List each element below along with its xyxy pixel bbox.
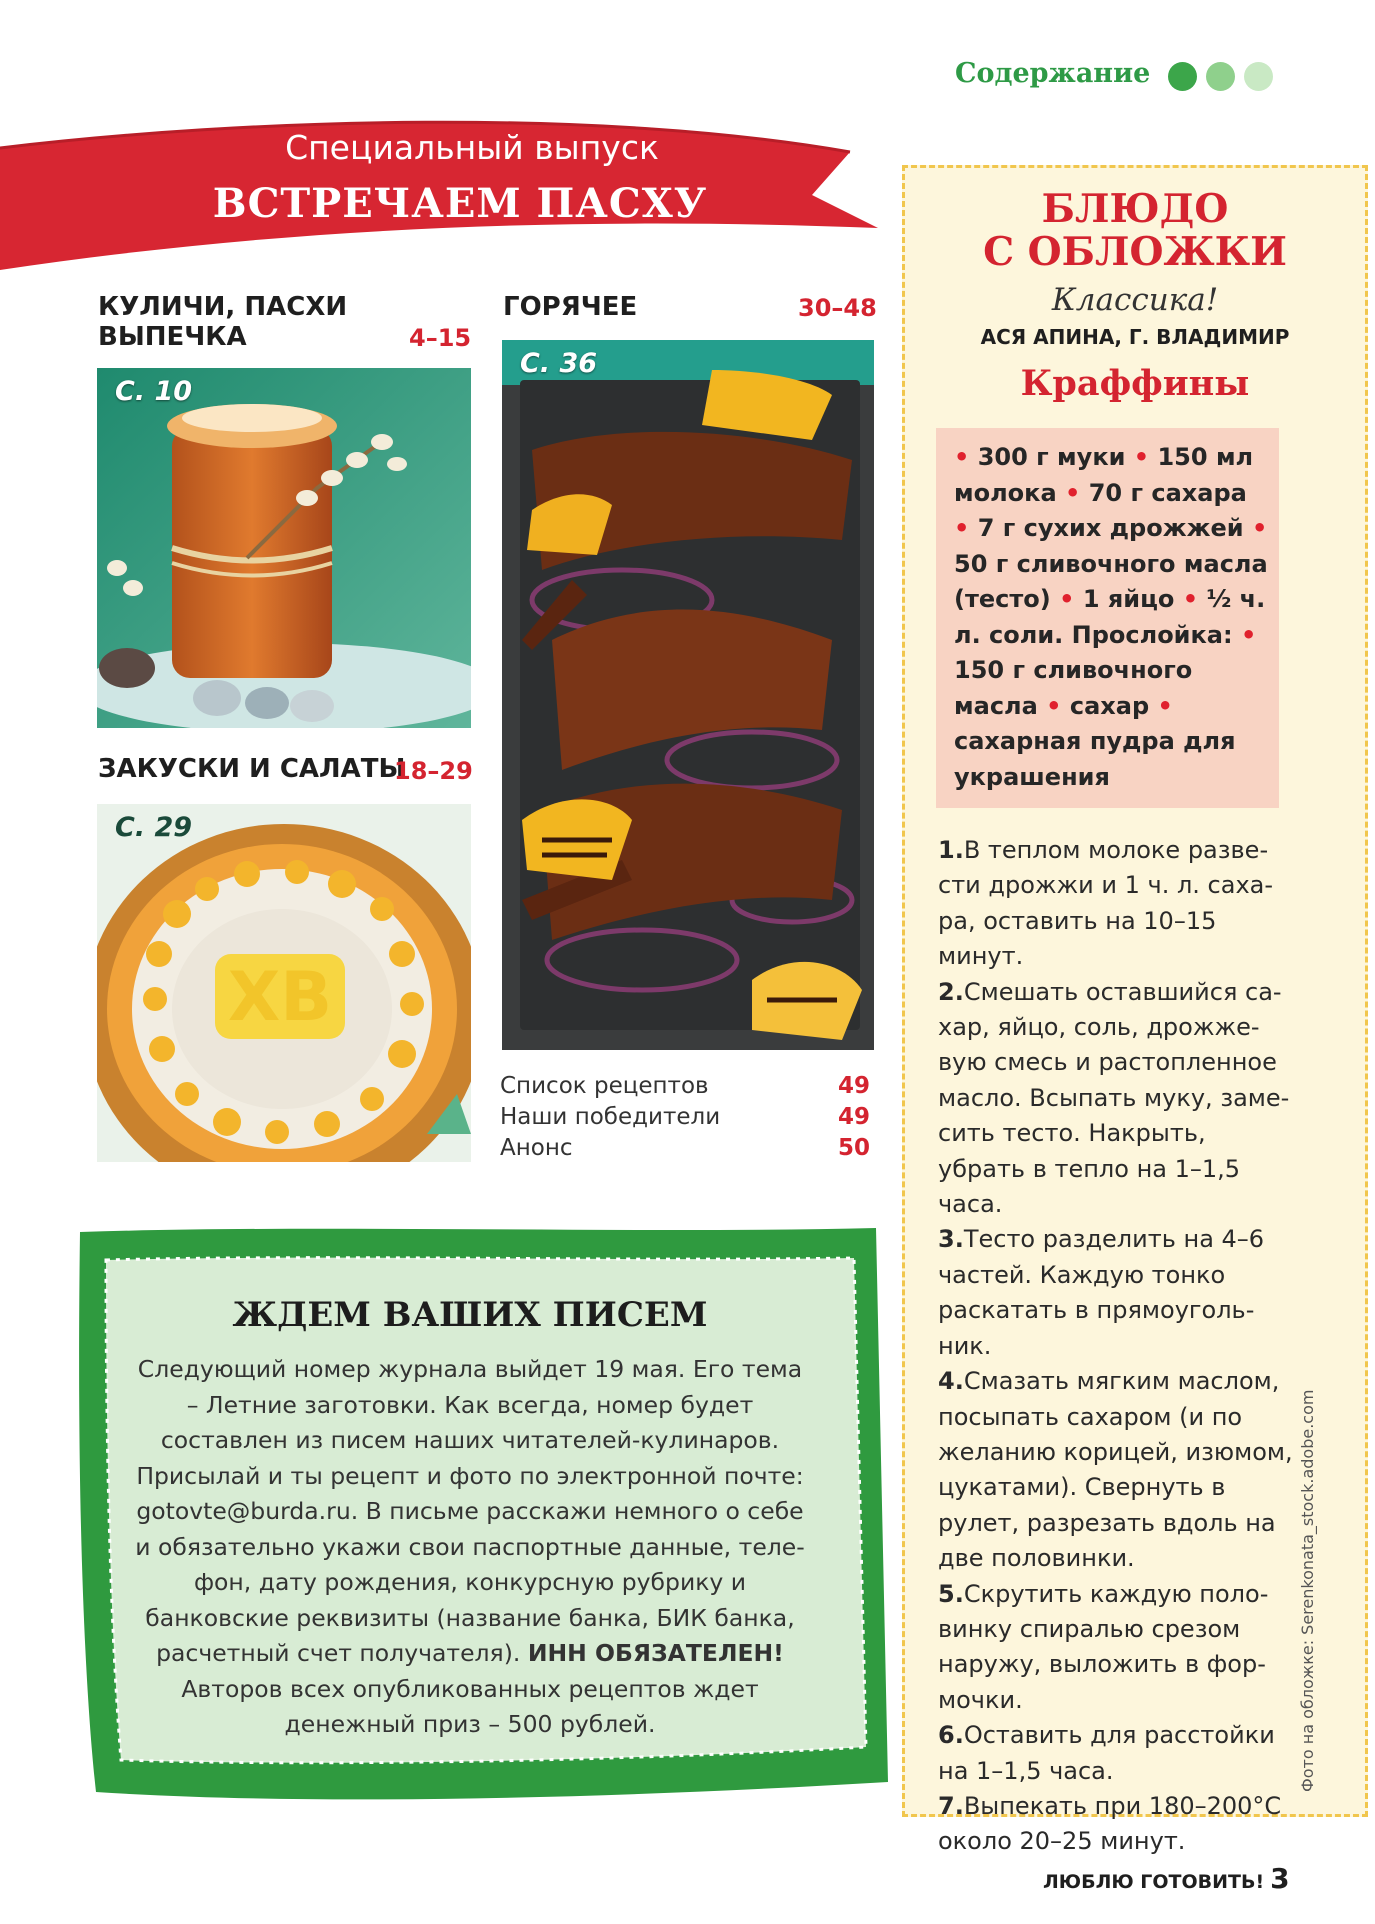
cover-dish-name: Краффины (1020, 363, 1250, 404)
photo-credit: Фото на обложке: Serenkonata_stock.adobe.com (1298, 1389, 1317, 1792)
kulich-photo[interactable] (97, 368, 471, 728)
step-number: 2. (938, 977, 964, 1006)
bullet-icon: • (1059, 585, 1083, 613)
dot-3 (1244, 62, 1273, 91)
bullet-icon: • (1133, 443, 1158, 471)
recipe-step (938, 1222, 1293, 1364)
salad-photo-label: С. 29 (115, 812, 193, 843)
recipe-step (938, 1718, 1293, 1789)
index-page: 49 (837, 1104, 870, 1130)
ribbon-subtitle: Специальный выпуск (285, 128, 659, 167)
cover-dish-title (910, 188, 1360, 274)
lamb-illustration (502, 340, 874, 1050)
section-kulichi-pages: 4–15 (409, 324, 472, 352)
step-text: Смазать мягким маслом, посыпать сахаром (и по желанию корицей, изюмом, цукатами). Свернуть в рулет, разрезать вдоль на две половинки. (938, 1367, 1293, 1573)
step-number: 5. (938, 1579, 964, 1608)
letters-body (130, 1352, 810, 1743)
header-dots (1168, 62, 1273, 91)
index-label: Список рецептов (500, 1073, 709, 1099)
recipe-steps (938, 833, 1293, 1860)
index-label: Наши победители (500, 1104, 721, 1130)
bullet-icon: • (1251, 514, 1268, 542)
step-text: Оставить для расстойки на 1–1,5 часа. (938, 1721, 1275, 1785)
section-kulichi-title (98, 292, 347, 352)
bullet-icon: • (1046, 691, 1070, 720)
step-number: 6. (938, 1721, 964, 1750)
section-zakuski-pages: 18–29 (394, 757, 473, 785)
cover-dish-author: АСЯ АПИНА, Г. ВЛАДИМИР (980, 325, 1290, 349)
section-zakuski-title: ЗАКУСКИ И САЛАТЫ (98, 754, 406, 784)
step-number: 3. (938, 1225, 964, 1254)
step-text: Тесто разделить на 4–6 частей. Каждую тонко раскатать в прямоугольник. (938, 1225, 1265, 1360)
page-footer (1043, 1862, 1290, 1895)
letters-body-emphasis: ИНН ОБЯЗАТЕЛЕН! (527, 1639, 784, 1667)
section-goryachee-title: ГОРЯЧЕЕ (503, 292, 638, 322)
index-row[interactable] (500, 1073, 870, 1099)
ingredient: 1 яйцо (1082, 585, 1175, 613)
cover-dish-title-line2: С ОБЛОЖКИ (983, 229, 1287, 275)
lamb-photo-label: С. 36 (520, 348, 598, 379)
step-text: Выпекать при 180–200°С около 20–25 минут. (938, 1791, 1282, 1856)
ingredients-box (936, 428, 1279, 808)
ingredient: 300 г муки (977, 443, 1126, 471)
section-kulichi-line1: КУЛИЧИ, ПАСХИ (98, 292, 348, 322)
salad-illustration (97, 804, 471, 1162)
ingredient: сахарная пудра для украшения (954, 727, 1236, 791)
footer-magazine: ЛЮБЛЮ ГОТОВИТЬ! (1043, 1871, 1265, 1893)
bullet-icon: • (954, 443, 978, 471)
bullet-icon: • (1240, 620, 1257, 649)
recipe-step (938, 1577, 1293, 1719)
ingredient: сахар (1069, 691, 1150, 720)
step-text: Смешать оставшийся сахар, яйцо, соль, дрожжевую смесь и растопленное масло. Всыпать муку, замесить тесто. Накрыть, убрать в тепло на 1–1,5 часа. (938, 977, 1290, 1219)
index-label: Анонс (500, 1135, 573, 1161)
kulich-illustration (97, 368, 471, 728)
ingredient: ½ ч. л. соли. Прослойка: (954, 585, 1266, 649)
lamb-photo[interactable] (502, 340, 874, 1050)
ribbon-title: ВСТРЕЧАЕМ ПАСХУ (212, 180, 708, 227)
recipe-step (938, 975, 1293, 1223)
index-row[interactable] (500, 1135, 870, 1161)
bullet-icon: • (954, 514, 978, 542)
section-goryachee-pages: 30–48 (798, 294, 877, 322)
bullet-icon: • (1065, 478, 1089, 507)
ingredient: 50 г сливочного масла (тесто) (954, 549, 1268, 613)
ingredient: 150 г сливочного масла (954, 656, 1193, 720)
section-kulichi-line2: ВЫПЕЧКА (98, 322, 247, 352)
step-number: 7. (938, 1791, 964, 1820)
cover-dish-title-line1: БЛЮДО (1041, 186, 1229, 232)
index-page: 49 (837, 1073, 870, 1099)
ingredient: 150 мл молока (954, 443, 1254, 507)
step-text: В теплом молоке развести дрожжи и 1 ч. л. сахара, оставить на 10–15 минут. (938, 836, 1274, 971)
index-row[interactable] (500, 1104, 870, 1130)
dot-2 (1206, 62, 1235, 91)
cover-dish-subtitle: Классика! (1051, 282, 1219, 318)
step-text: Скрутить каждую половинку спиралью срезом наружу, выложить в формочки. (938, 1579, 1269, 1714)
bullet-icon: • (1157, 691, 1173, 720)
salad-photo[interactable] (97, 804, 471, 1162)
dot-1 (1168, 62, 1197, 91)
letters-body-text: Следующий номер журнала выйдет 19 мая. Его тема – Летние заготовки. Как всегда, номер будет составлен из писем наших читателей-кулинаров. Присылай и ты рецепт и фото по электронной почте: gotovte@burda.ru. В письме расскажи немного о себе и обязательно укажи свои паспортные данные, телефон, дату рождения, конкурсную рубрику и банковские реквизиты (название банка, БИК банка, расчетный счет получателя). (135, 1355, 805, 1667)
recipe-step (938, 1364, 1293, 1576)
ingredient: 7 г сухих дрожжей (977, 514, 1244, 542)
index-page: 50 (837, 1135, 870, 1161)
letters-body-text-end: Авторов всех опубликованных рецептов ждет денежный приз – 500 рублей. (181, 1674, 759, 1738)
step-number: 1. (938, 836, 964, 864)
letters-title: ЖДЕМ ВАШИХ ПИСЕМ (232, 1295, 708, 1335)
ingredient: 70 г сахара (1088, 478, 1247, 507)
recipe-step (938, 1789, 1293, 1860)
toc-label: Содержание (955, 58, 1151, 89)
salad-cake-text: ХВ (227, 958, 333, 1037)
kulich-photo-label: С. 10 (115, 376, 193, 407)
recipe-step (938, 833, 1293, 975)
step-number: 4. (938, 1367, 964, 1396)
bullet-icon: • (1182, 585, 1207, 613)
footer-page-number: 3 (1270, 1862, 1290, 1895)
